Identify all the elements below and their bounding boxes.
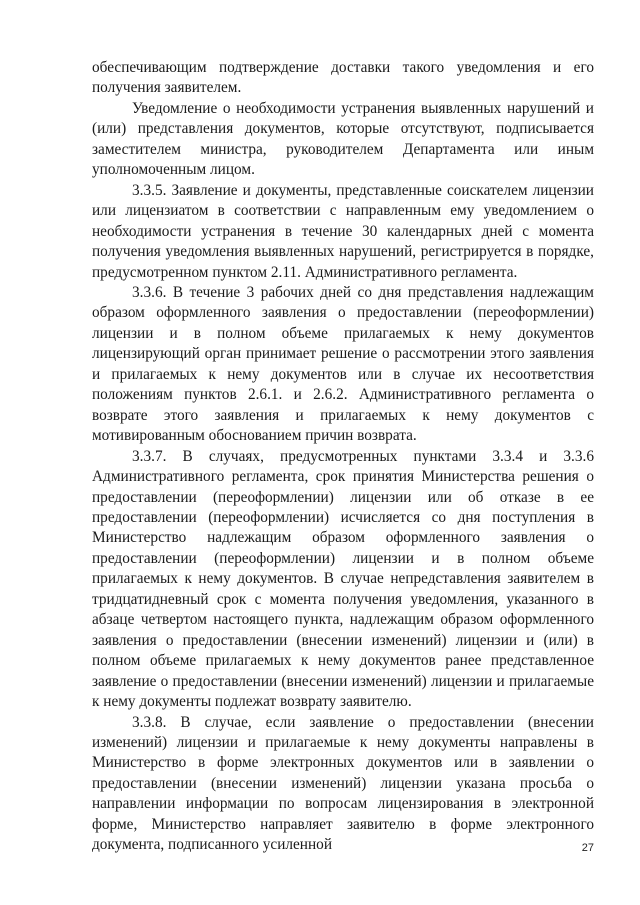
document-body bbox=[92, 58, 594, 856]
paragraph-3-3-5: 3.3.5. Заявление и документы, представленные соискателем лицензии или лицензиатом в соответствии с направленным ему уведомлением о необходимости устранения в течение 30 календарных дней с момента получения уведомления выявленных нарушений, регистрируется в порядке, предусмотренном пунктом 2.11. Административного регламента. bbox=[92, 181, 594, 281]
paragraph-notice-signing: Уведомление о необходимости устранения выявленных нарушений и (или) представления документов, которые отсутствуют, подписывается заместителем министра, руководителем Департамента или иным уполномоченным лицом. bbox=[92, 99, 594, 179]
page-number: 27 bbox=[581, 842, 594, 854]
paragraph-3-3-7: 3.3.7. В случаях, предусмотренных пунктами 3.3.4 и 3.3.6 Административного регламента, срок принятия Министерства решения о предоставлении (переоформлении) лицензии или об отказе в ее предоставлении (переоформлении) исчисляется со дня поступления в Министерство надлежащим образом оформленного заявления о предоставлении (переоформлении) лицензии и в полном объеме прилагаемых к нему документов. В случае непредставления заявителем в тридцатидневный срок с момента получения уведомления, указанного в абзаце четвертом настоящего пункта, надлежащим образом оформленного заявления о предоставлении (внесении изменений) лицензии и (или) в полном объеме прилагаемых к нему документов ранее представленное заявление о предоставлении (внесении изменений) лицензии и прилагаемые к нему документы подлежат возврату заявителю. bbox=[92, 447, 594, 711]
paragraph-continuation: обеспечивающим подтверждение доставки такого уведомления и его получения заявителем. bbox=[92, 59, 594, 97]
paragraph-3-3-6: 3.3.6. В течение 3 рабочих дней со дня представления надлежащим образом оформленного заявления о предоставлении (переоформлении) лицензии и в полном объеме прилагаемых к нему документов лицензирующий орган принимает решение о рассмотрении этого заявления и прилагаемых к нему документов или в случае их несоответствия положениям пунктов 2.6.1. и 2.6.2. Административного регламента о возврате этого заявления и прилагаемых к нему документов с мотивированным обоснованием причин возврата. bbox=[92, 283, 594, 445]
paragraph-3-3-8: 3.3.8. В случае, если заявление о предоставлении (внесении изменений) лицензии и прилагаемые к нему документы направлены в Министерство в форме электронных документов или в заявлении о предоставлении (внесении изменений) лицензии указана просьба о направлении информации по вопросам лицензирования в электронной форме, Министерство направляет заявителю в форме электронного документа, подписанного усиленной bbox=[92, 713, 594, 854]
